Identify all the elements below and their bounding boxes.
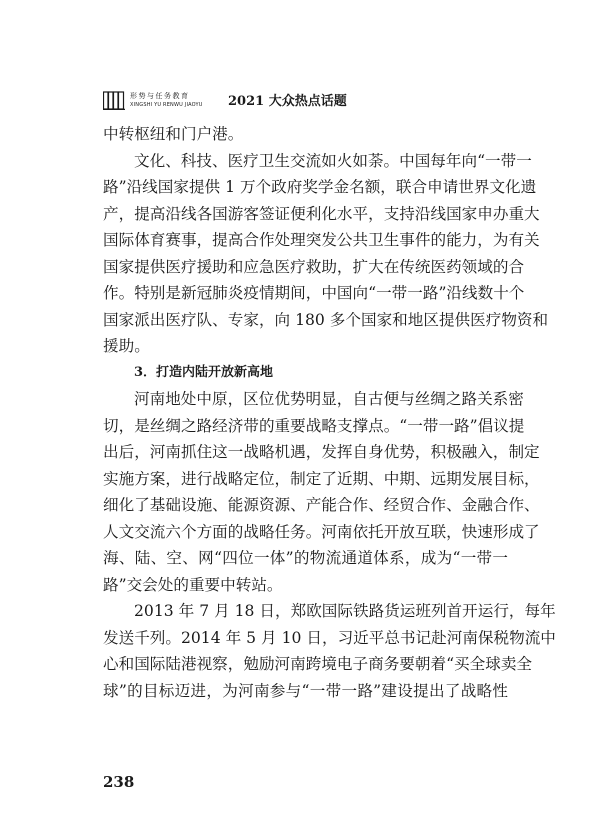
text-line: 国家提供医疗援助和应急医疗救助，扩大在传统医药领域的合 — [103, 257, 525, 276]
text-line: 援助。 — [103, 337, 150, 355]
text-line: 细化了基础设施、能源资源、产能合作、经贸合作、金融合作、 — [103, 496, 540, 514]
text-line: 国家派出医疗队、专家，向 180 多个国家和地区提供医疗物资和 — [103, 310, 549, 329]
series-name-en: XINGSHI YU RENWU JIAOYU — [130, 102, 203, 108]
running-header — [103, 91, 503, 113]
section-heading: 3．打造内陆开放新高地 — [134, 364, 274, 380]
text-line: 海、陆、空、网“四位一体”的物流通道体系，成为“一带一 — [103, 549, 508, 567]
text-line: 2013 年 7 月 18 日，郑欧国际铁路货运班列首开运行，每年 — [134, 602, 556, 620]
text-line: 作。特别是新冠肺炎疫情期间，中国向“一带一路”沿线数十个 — [103, 284, 525, 302]
text-line: 出后，河南抓住这一战略机遇，发挥自身优势，积极融入，制定 — [103, 443, 540, 461]
book-title: 2021 大众热点话题 — [228, 94, 347, 109]
text-line: 切，是丝绸之路经济带的重要战略支撑点。“一带一路”倡议提 — [103, 416, 525, 435]
text-line: 河南地处中原，区位优势明显，自古便与丝绸之路关系密 — [134, 390, 524, 408]
text-line: 产，提高沿线各国游客签证便利化水平，支持沿线国家申办重大 — [103, 204, 540, 223]
text-line: 中转枢纽和门户港。 — [103, 125, 244, 143]
text-line: 路”沿线国家提供 1 万个政府奖学金名额，联合申请世界文化遗 — [103, 178, 537, 196]
text-line: 文化、科技、医疗卫生交流如火如荼。中国每年向“一带一 — [134, 151, 532, 170]
text-line: 发送千列。2014 年 5 月 10 日，习近平总书记赴河南保税物流中 — [103, 628, 556, 647]
text-line: 国际体育赛事，提高合作处理突发公共卫生事件的能力，为有关 — [103, 231, 540, 249]
text-line: 实施方案，进行战略定位，制定了近期、中期、远期发展目标， — [103, 469, 540, 488]
text-line: 路”交会处的重要中转站。 — [103, 575, 283, 594]
book-logo-icon — [103, 91, 125, 110]
series-name-cn: 形势与任务教育 — [130, 92, 190, 100]
text-line: 球”的目标迈进，为河南参与“一带一路”建设提出了战略性 — [103, 681, 508, 700]
text-line: 心和国际陆港视察，勉励河南跨境电子商务要朝着“买全球卖全 — [103, 655, 533, 673]
text-line: 人文交流六个方面的战略任务。河南依托开放互联，快速形成了 — [103, 522, 540, 541]
series-logo-text — [130, 92, 222, 109]
page-number: 238 — [103, 773, 135, 791]
body-text — [103, 121, 556, 704]
